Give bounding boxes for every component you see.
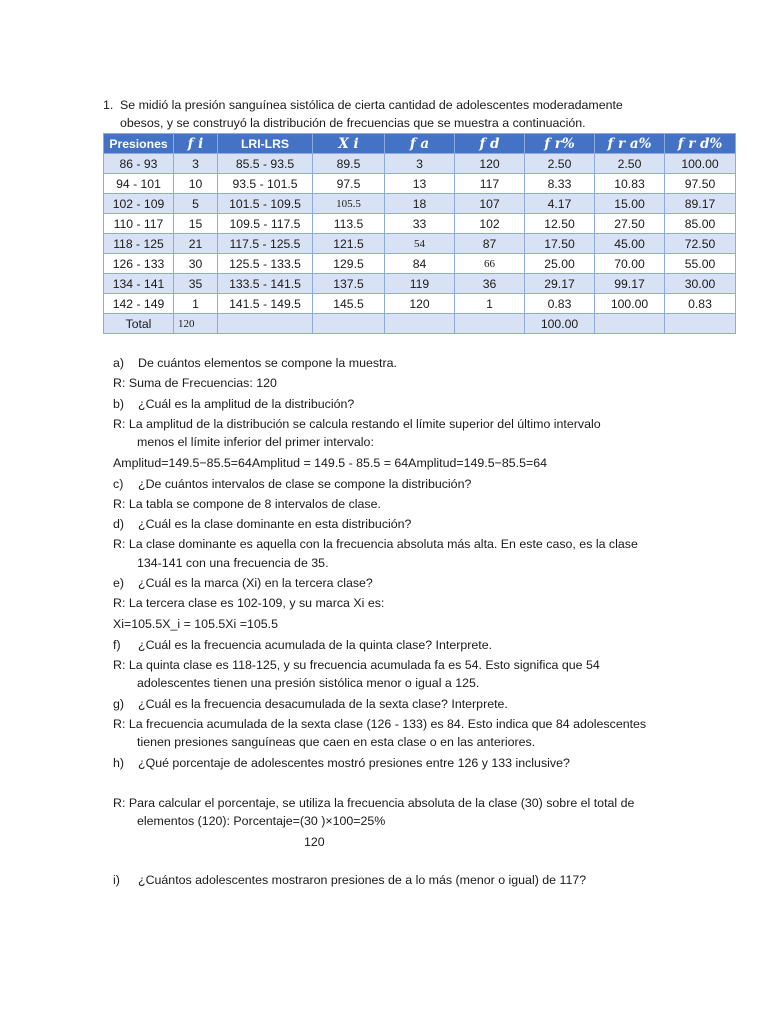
item-label: i) [113,872,120,887]
item-d-answer [113,534,653,573]
table-cell: 29.17 [525,274,595,294]
table-cell: 17.50 [525,234,595,254]
table-cell: 107 [455,194,525,214]
header-fr: f r% [525,134,595,154]
question-text: ¿Qué porcentaje de adolescentes mostró presiones entre 126 y 133 inclusive? [138,755,570,770]
item-label: g) [113,696,125,711]
question-text: ¿Cuántos adolescentes mostraron presiones de a lo más (menor o igual) de 117? [138,872,587,887]
table-cell: 125.5 - 133.5 [218,254,313,274]
table-cell: 120 [385,294,455,314]
table-cell: 89.17 [665,194,736,214]
header-frd: f r d% [665,134,736,154]
header-fd: f d [455,134,525,154]
item-f-answer [113,655,653,694]
spacer [113,852,653,870]
item-e-answer: R: La tercera clase es 102-109, y su marca Xi es: [113,596,385,610]
table-cell [218,314,313,334]
answer-line: R: Para calcular el porcentaje, se utiliza la frecuencia absoluta de la clase (30) sobre el total de [113,795,635,810]
answer-line: adolescentes tienen una presión sistólica menor o igual a 125. [137,676,480,690]
table-cell: 145.5 [313,294,385,314]
item-label: h) [113,755,125,770]
answer-line: tienen presiones sanguíneas que caen en esta clase o en las anteriores. [137,735,536,749]
header-fa: f a [385,134,455,154]
table-total-row [104,314,736,334]
answer-line: 134-141 con una frecuencia de 35. [137,555,329,570]
header-fra: f r a% [595,134,665,154]
table-cell: 142 - 149 [104,294,174,314]
table-cell: 113.5 [313,214,385,234]
table-cell [595,314,665,334]
table-cell: 1 [174,294,218,314]
table-cell: 84 [385,254,455,274]
table-cell: 99.17 [595,274,665,294]
header-presiones: Presiones [104,134,174,154]
total-fr: 100.00 [525,314,595,334]
total-label: Total [104,314,174,334]
table-cell: 118 - 125 [104,234,174,254]
table-cell: 13 [385,174,455,194]
table-cell: 27.50 [595,214,665,234]
questions-answers [113,353,653,890]
table-cell: 2.50 [595,154,665,174]
table-cell: 18 [385,194,455,214]
table-cell: 0.83 [525,294,595,314]
intro-line-1: Se midió la presión sanguínea sistólica de cierta cantidad de adolescentes moderadamente [120,98,623,112]
table-cell: 3 [174,154,218,174]
table-cell: 134 - 141 [104,274,174,294]
table-cell: 10.83 [595,174,665,194]
question-intro [103,96,663,132]
table-cell: 85.00 [665,214,736,234]
table-row [104,214,736,234]
spacer [113,773,653,793]
item-g-question [113,694,653,714]
question-text: ¿Cuál es la marca (Xi) en la tercera clase? [138,576,373,590]
item-c-question [113,474,653,494]
table-cell: 33 [385,214,455,234]
table-cell: 126 - 133 [104,254,174,274]
table-row [104,194,736,214]
table-row [104,254,736,274]
table-cell: 100.00 [595,294,665,314]
table-cell: 8.33 [525,174,595,194]
table-cell: 1 [455,294,525,314]
table-cell: 86 - 93 [104,154,174,174]
table-cell: 87 [455,234,525,254]
item-b-question [113,394,653,414]
table-cell: 94 - 101 [104,174,174,194]
question-text: ¿Cuál es la clase dominante en esta distribución? [138,517,412,531]
header-xi: X i [313,134,385,154]
answer-line: R: La clase dominante es aquella con la frecuencia absoluta más alta. En este caso, es la clase [113,537,638,551]
header-fi: f i [174,134,218,154]
item-label: b) [113,396,125,411]
table-cell [455,314,525,334]
table-row [104,154,736,174]
table-cell: 110 - 117 [104,214,174,234]
item-f-question [113,635,653,655]
item-label: c) [113,476,124,491]
table-header-row [104,134,736,154]
question-text: ¿Cuál es la frecuencia desacumulada de la sexta clase? Interprete. [138,696,508,711]
table-cell: 36 [455,274,525,294]
item-h-answer [113,793,653,832]
question-text: ¿De cuántos intervalos de clase se compone la distribución? [138,476,472,491]
table-row [104,174,736,194]
item-d-question [113,514,653,534]
table-cell: 25.00 [525,254,595,274]
table-row [104,274,736,294]
item-g-answer [113,714,653,753]
table-cell: 109.5 - 117.5 [218,214,313,234]
table-cell: 119 [385,274,455,294]
answer-line: elementos (120): Porcentaje=(30 )×100=25% [137,814,386,828]
table-cell: 2.50 [525,154,595,174]
table-cell: 93.5 - 101.5 [218,174,313,194]
item-e-question [113,573,653,593]
table-cell: 15 [174,214,218,234]
item-c-answer: R: La tabla se compone de 8 intervalos de clase. [113,496,381,511]
table-cell: 15.00 [595,194,665,214]
answer-line: R: La amplitud de la distribución se calcula restando el límite superior del último intervalo [113,416,601,431]
table-cell: 21 [174,234,218,254]
item-h-denominator: 120 [304,834,325,849]
answer-line: R: La frecuencia acumulada de la sexta clase (126 - 133) es 84. Esto indica que 84 adolescentes [113,716,647,731]
answer-line: menos el límite inferior del primer intervalo: [137,435,374,449]
item-i-question [113,870,653,890]
question-text: ¿Cuál es la amplitud de la distribución? [138,396,355,411]
table-cell: 121.5 [313,234,385,254]
item-a-answer: R: Suma de Frecuencias: 120 [113,376,277,390]
table-cell [385,314,455,334]
item-a-question [113,353,653,373]
table-cell: 97.50 [665,174,736,194]
table-cell: 102 [455,214,525,234]
table-cell: 105.5 [313,194,385,214]
question-text: ¿Cuál es la frecuencia acumulada de la quinta clase? Interprete. [138,637,493,652]
table-cell: 0.83 [665,294,736,314]
table-cell: 133.5 - 141.5 [218,274,313,294]
table-cell: 101.5 - 109.5 [218,194,313,214]
table-cell: 4.17 [525,194,595,214]
table-cell: 70.00 [595,254,665,274]
table-cell: 117 [455,174,525,194]
table-cell: 30.00 [665,274,736,294]
table-cell [665,314,736,334]
table-row [104,294,736,314]
item-label: a) [113,356,125,370]
item-label: f) [113,637,121,652]
table-cell: 85.5 - 93.5 [218,154,313,174]
table-cell: 35 [174,274,218,294]
intro-line-2: obesos, y se construyó la distribución de frecuencias que se muestra a continuación. [120,116,586,130]
answer-line: R: La quinta clase es 118-125, y su frecuencia acumulada fa es 54. Esto significa que 54 [113,657,600,672]
item-h-question [113,753,653,773]
table-cell: 55.00 [665,254,736,274]
total-fi: 120 [174,314,218,334]
table-cell: 10 [174,174,218,194]
table-cell: 97.5 [313,174,385,194]
table-cell: 12.50 [525,214,595,234]
table-cell: 129.5 [313,254,385,274]
table-cell: 89.5 [313,154,385,174]
table-cell: 137.5 [313,274,385,294]
header-lri-lrs: LRI-LRS [218,134,313,154]
item-label: e) [113,576,125,590]
item-e-formula: Xi=105.5X_i = 105.5Xi =105.5 [113,616,278,631]
table-cell: 72.50 [665,234,736,254]
table-cell: 3 [385,154,455,174]
frequency-table [103,133,736,334]
table-row [104,234,736,254]
table-cell: 120 [455,154,525,174]
table-cell: 100.00 [665,154,736,174]
table-cell: 102 - 109 [104,194,174,214]
item-label: d) [113,517,125,531]
table-cell: 30 [174,254,218,274]
table-cell: 141.5 - 149.5 [218,294,313,314]
table-cell [313,314,385,334]
table-cell: 45.00 [595,234,665,254]
table-cell: 117.5 - 125.5 [218,234,313,254]
table-cell: 5 [174,194,218,214]
item-b-answer [113,414,653,453]
table-cell: 66 [455,254,525,274]
table-cell: 54 [385,234,455,254]
question-number: 1. [103,98,114,112]
item-b-formula: Amplitud=149.5−85.5=64Amplitud = 149.5 - 85.5 = 64Amplitud=149.5−85.5=64 [113,455,548,470]
question-text: De cuántos elementos se compone la muestra. [138,356,397,370]
